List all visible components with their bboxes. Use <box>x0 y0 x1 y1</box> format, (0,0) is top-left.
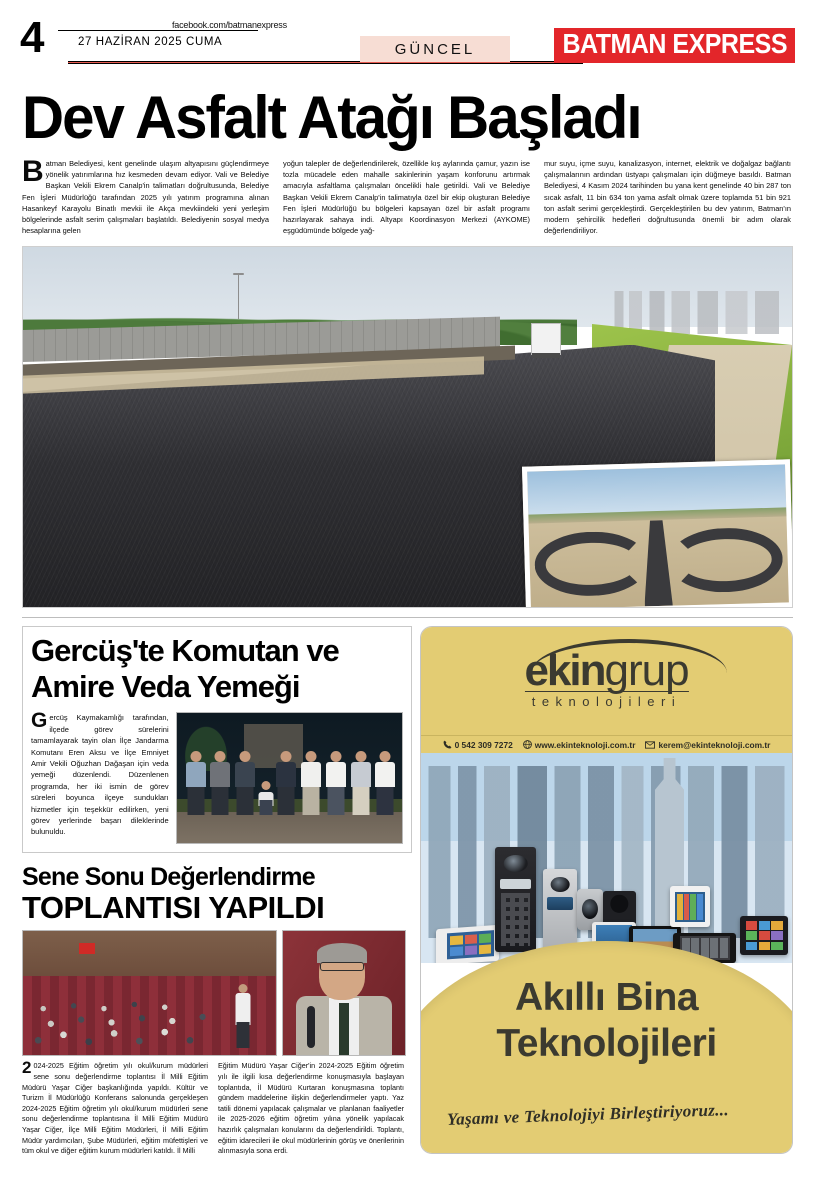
gercus-headline-line2: Amire Veda Yemeği <box>31 669 300 705</box>
lower-right-column <box>420 626 793 1156</box>
toplanti-column-2 <box>218 1061 404 1156</box>
ad-email-text: kerem@ekinteknoloji.com.tr <box>658 739 771 750</box>
gercus-headline-line1: Gercüş'te Komutan ve <box>31 633 339 669</box>
gercus-content <box>31 709 403 844</box>
lead-story <box>22 84 793 236</box>
story-toplanti <box>22 863 412 925</box>
page-number: 4 <box>20 13 45 62</box>
ad-website[interactable] <box>523 740 636 750</box>
story-gercus <box>22 626 412 853</box>
photo-paving-machine <box>531 323 562 355</box>
ad-email[interactable] <box>645 740 770 750</box>
lower-left-column <box>22 626 412 1156</box>
lower-section <box>22 626 793 1156</box>
gercus-person <box>301 751 321 815</box>
newspaper-page <box>0 14 815 1183</box>
ad-headline-line2: Teknolojileri <box>496 1022 717 1066</box>
gercus-child <box>260 781 271 814</box>
lead-paragraph-1: Batman Belediyesi, kent genelinde ulaşım altyapısını güçlendirmeye yönelik yatırımlarına hız kesmeden devam ediyor. Vali ve Belediye Başkan Vekili Ekrem Canalp'in talimatları doğrultusunda, Belediye Fen İşleri Müdürlüğü tarafından 2025 yılı yatırım programına alınan Hasankeyf Karayolu Binatlı mevkii ile Akça mevkiindeki yeni yerleşim bölgelerinde asfalt serim çalışmaları başlatıldı. Belediyenin sosyal medya hesaplarına gelen <box>22 155 269 236</box>
masthead-top-rule <box>58 30 258 31</box>
envelope-icon <box>645 741 655 749</box>
lead-paragraph-3: mur suyu, içme suyu, kanalizasyon, internet, elektrik ve doğalgaz bağlantı çalışmalarının ardından üstyapı çalışmaları için düğmeye basıldı. Batman Belediyesi, 4 Kasım 2024 tarihinden bu yana kent genelinde 40 bin 287 ton sıcak asfalt, 11 bin 634 ton yama asfalt olmak üzere toplamda 51 bin 921 ton asfalt serimi gerçekleştirdi. Gerçekleştirilen bu dev yatırım, Batman'ın modern şehircilik hedefleri doğrultusunda önemli bir adım olarak değerlendiriliyor. <box>544 159 791 236</box>
facebook-handle[interactable]: facebook.com/batmanexpress <box>172 20 287 30</box>
section-divider <box>22 617 793 618</box>
ad-headline <box>421 975 792 1067</box>
wall-panel-white <box>670 886 711 928</box>
gercus-text-column <box>31 709 169 844</box>
gercus-person <box>326 751 346 815</box>
gercus-person <box>351 751 371 815</box>
intercom-panel-black <box>495 847 536 952</box>
ad-website-text: www.ekinteknoloji.com.tr <box>534 739 636 750</box>
toplanti-paragraph-2: Eğitim Müdürü Yaşar Ciğer'in 2024-2025 Eğitim öğretim yılı ile ilgili kısa değerlendirme konuşmasıyla başlayan toplantıda, İl Müdürü Kurtaran konuşmasına toplantı gündem maddelerine ilişkin değerlendirmeler yaptı. Yaz tatili dönemi yapılacak çalışmalar ve planlanan faaliyetler ile 2025-2026 eğitim öğretim yılına yönelik yapılacak hazırlık çalışmaları konularını da değerlendirildi. Toplantı, eğitim idarecileri ile okul müdürlerinin görüş ve önerilerinin alınmasıyla sona erdi. <box>218 1061 404 1156</box>
masthead <box>20 14 795 76</box>
toplanti-photos <box>22 930 412 1056</box>
ad-logo-subtitle: teknolojileri <box>524 691 688 709</box>
lead-headline: Dev Asfalt Atağı Başladı <box>22 84 641 151</box>
lead-paragraph-2: yoğun talepler de değerlendirilerek, özellikle kış aylarında çamur, yazın ise tozla mücadele eden mahalle sakinlerinin yaşam konforunu artırmak amacıyla asfaltlama çalışmaları öncelikli hale getirildi. Vali ve Belediye Başkan Vekili Ekrem Canalp'in talimatıyla özel bir ekip oluşturan Belediye Fen İşleri Müdürlüğü bu bölgeleri kapsayan özel bir asfalt programı hazırlayarak sahaya indi. Altyapı Koordinasyon Merkezi (AYKOME) eşgüdümünde bölgede yağ- <box>283 159 530 236</box>
lead-inset-photo <box>522 460 793 609</box>
ad-contact-bar <box>421 735 792 753</box>
ad-product-photo <box>421 753 792 963</box>
ad-tagline: Yaşamı ve Teknolojiyi Birleştiriyoruz... <box>446 1100 730 1130</box>
phone-icon <box>443 740 452 749</box>
ad-phone-text: 0 542 309 7272 <box>454 739 513 750</box>
toplanti-headline-line1: Sene Sonu Değerlendirme <box>22 863 315 892</box>
gercus-photo <box>176 712 403 844</box>
ad-phone[interactable] <box>443 740 513 750</box>
gercus-person <box>375 751 395 815</box>
section-label: GÜNCEL <box>360 36 510 62</box>
gercus-photo-group <box>186 742 396 815</box>
swoosh-icon <box>530 639 726 673</box>
gercus-person <box>186 751 206 815</box>
brand-logo-text: BATMAN EXPRESS <box>562 28 787 60</box>
toplanti-hall-photo <box>22 930 277 1056</box>
lead-photo <box>22 246 793 608</box>
portrait-hair <box>317 943 367 963</box>
toplanti-column-1 <box>22 1058 208 1156</box>
turkish-flag <box>79 943 95 954</box>
ad-logo-primary: ekin <box>524 646 605 696</box>
advertisement-ekin-grup[interactable] <box>420 626 793 1154</box>
ad-headline-line1: Akıllı Bina <box>514 976 699 1020</box>
photo-light-pole <box>238 273 239 320</box>
hall-speaker <box>233 984 253 1048</box>
lead-column-2 <box>283 158 530 236</box>
ad-logo-secondary: grup <box>604 646 689 696</box>
gercus-photo-pavement <box>177 812 402 843</box>
portrait-microphone <box>307 1006 315 1048</box>
photo-distant-buildings <box>607 291 792 334</box>
ad-slogan-area <box>421 941 792 1153</box>
toplanti-headline-line2: TOPLANTISI YAPILDI <box>22 890 325 926</box>
ad-logo-band <box>421 627 792 735</box>
globe-icon <box>523 740 532 749</box>
toplanti-paragraph-1: 2024-2025 Eğitim öğretim yılı okul/kurum müdürleri sene sonu değerlendirme toplantısı İl Milli Eğitim Müdürü Yaşar Ciğer başkanlığında yapıldı. Kültür ve Turizm İl Müdürlüğü Konferans salonunda gerçekleşen 2024-2025 Eğitim öğretim yılı okul/kurum müdürleri sene sonu değerlendirme toplantısına İl Milli Eğitim Müdürü Yaşar Ciğer, İlçe Milli Eğitim Müdürleri, İl Milli Eğitim Müdür yardımcıları, Şube Müdürleri, eğitim müfettişleri ve tüm okul ve diğer eğitim kurum müdürleri katıldı. İl Milli <box>22 1058 208 1156</box>
lead-body <box>22 155 793 236</box>
lead-column-3 <box>544 158 791 236</box>
ad-logo <box>524 646 689 710</box>
publication-date: 27 HAZİRAN 2025 CUMA <box>78 36 223 48</box>
portrait-tie <box>339 1003 349 1055</box>
gercus-body: Gercüş Kaymakamlığı tarafından, ilçede görev sürelerini tamamlayarak tayin olan İlçe Jandarma Komutanı Eren Aksu ve İlçe Emniyet Amir Vekili Oğuzhan Dağaşan için veda yemeği düzenlendi. Düzenlenen programda, her iki ismin de görev süreleri boyunca ilçeye sundukları hizmetler için teşekkür edilirken, yeni görev yerlerinde başarı dileklerinde bulunuldu. <box>31 709 169 837</box>
gercus-person <box>235 751 255 815</box>
gercus-person <box>210 751 230 815</box>
brand-logo[interactable] <box>554 28 795 63</box>
toplanti-portrait-photo <box>282 930 406 1056</box>
ad-logo-wordmark <box>524 646 689 696</box>
portrait-glasses <box>320 962 364 971</box>
lead-column-1 <box>22 155 269 236</box>
toplanti-body <box>22 1058 412 1156</box>
gercus-person <box>276 751 296 815</box>
